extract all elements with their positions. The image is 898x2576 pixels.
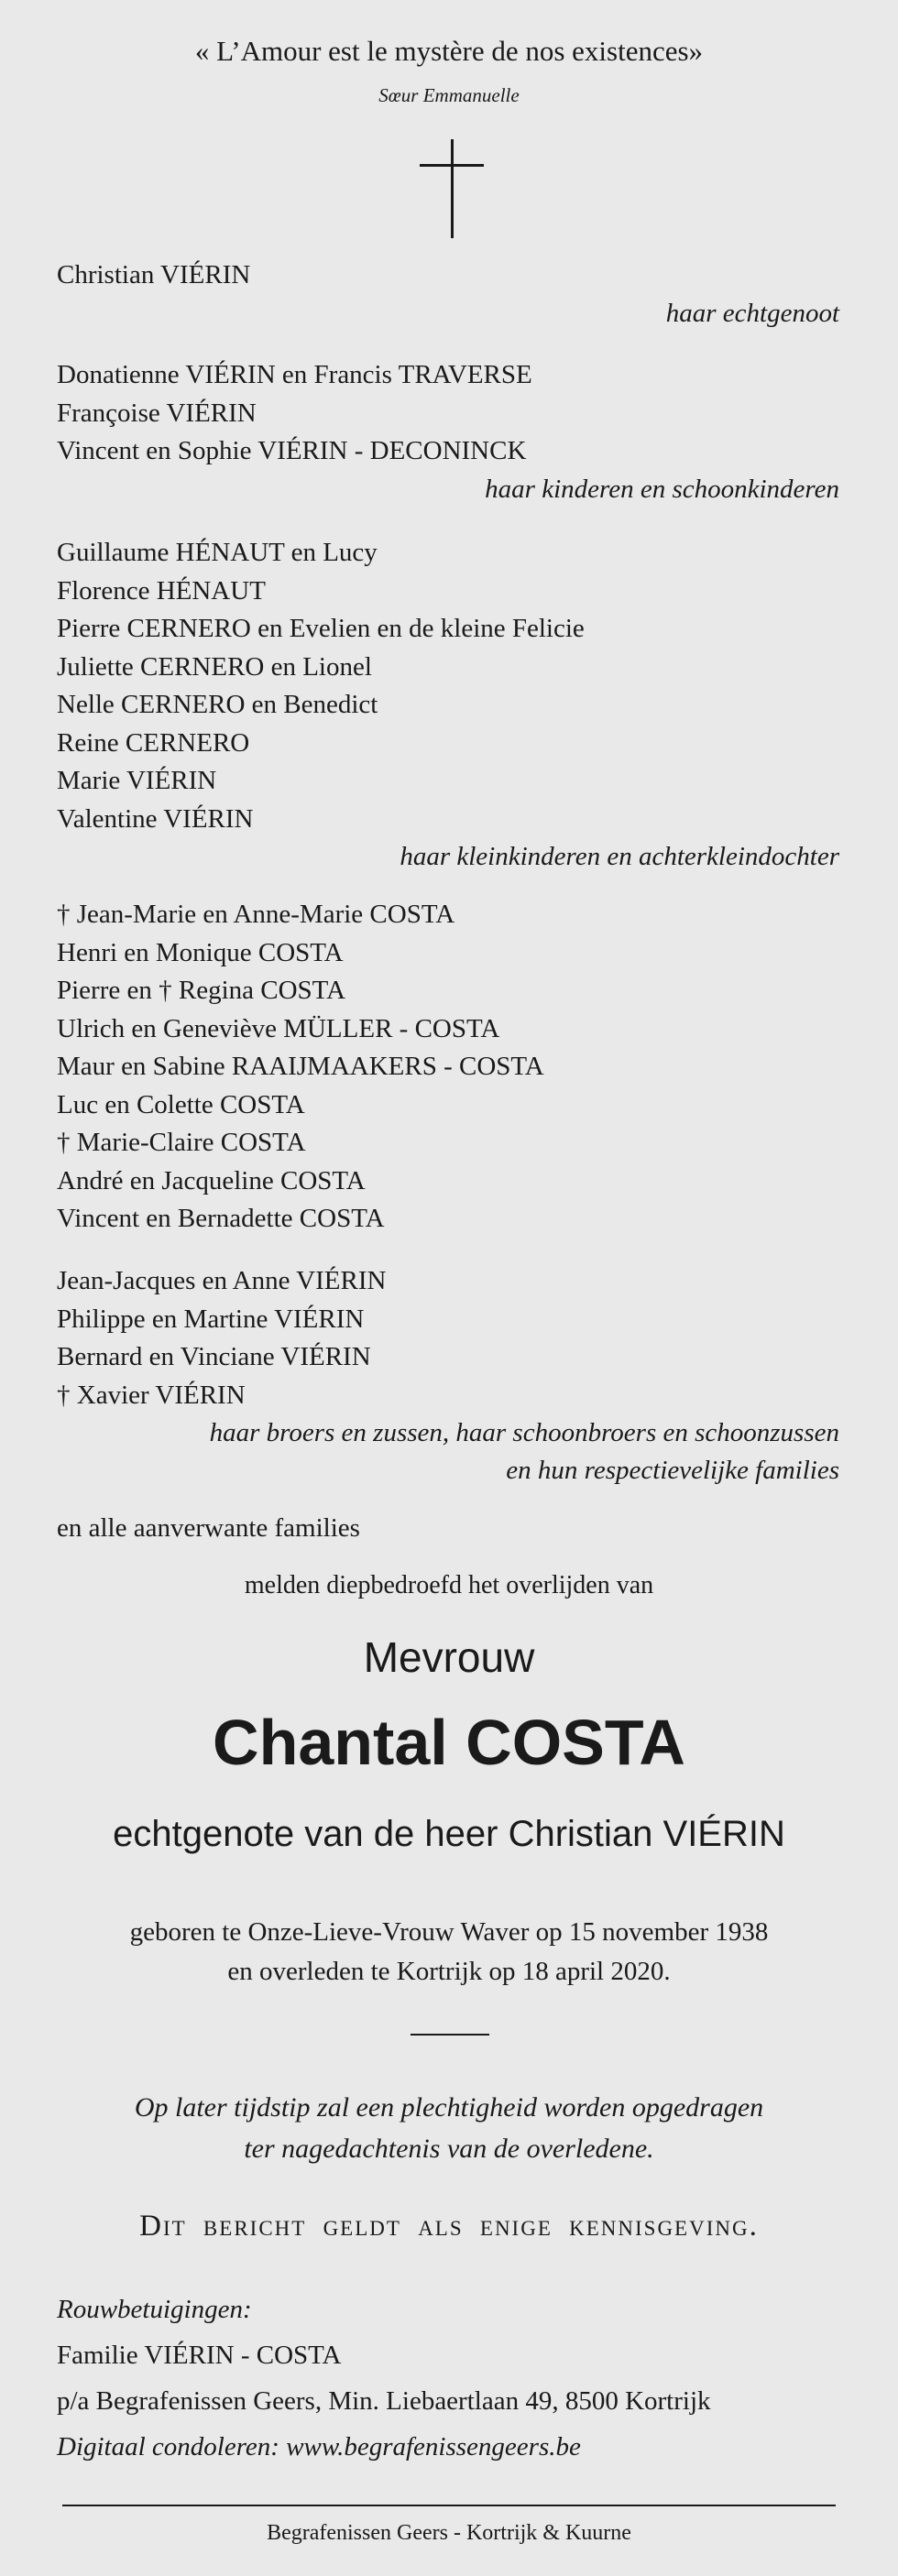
ceremony-line: ter nagedachtenis van de overledene.: [244, 2134, 654, 2164]
family-line: Maur en Sabine RAAIJMAAKERS - COSTA: [57, 1052, 544, 1081]
quote-text: « L’Amour est le mystère de nos existences»: [194, 35, 704, 67]
family-line: † Marie-Claire COSTA: [57, 1128, 306, 1157]
footer-funeral-home: Begrafenissen Geers - Kortrijk & Kuurne: [267, 2521, 631, 2545]
ceremony-line: Op later tijdstip zal een plechtigheid worden opgedragen: [134, 2092, 764, 2123]
family-line: Florence HÉNAUT: [57, 575, 266, 606]
family-line: Luc en Colette COSTA: [57, 1089, 305, 1119]
family-line: Valentine VIÉRIN: [57, 803, 254, 834]
family-line: Guillaume HÉNAUT en Lucy: [57, 538, 378, 567]
family-line: Jean-Jacques en Anne VIÉRIN: [57, 1266, 387, 1295]
family-line: Marie VIÉRIN: [57, 766, 217, 795]
family-group-spouse: [57, 257, 839, 333]
family-line: Vincent en Bernadette COSTA: [57, 1204, 385, 1233]
deceased-spouse-line: echtgenote van de heer Christian VIÉRIN: [113, 1814, 785, 1854]
family-line: Vincent en Sophie VIÉRIN - DECONINCK: [57, 436, 527, 465]
family-line: Ulrich en Geneviève MÜLLER - COSTA: [57, 1013, 500, 1043]
condolence-address: p/a Begrafenissen Geers, Min. Liebaertlaan 49, 8500 Kortrijk: [57, 2386, 711, 2416]
deceased-name: Chantal COSTA: [213, 1707, 685, 1778]
family-line: en alle aanverwante families: [57, 1513, 360, 1543]
family-group-grandchildren: [57, 534, 839, 876]
family-group-costa-siblings: [57, 896, 839, 1239]
family-role: haar kleinkinderen en achterkleindochter: [400, 842, 839, 871]
family-line: † Xavier VIÉRIN: [57, 1380, 246, 1410]
family-role: en hun respectievelijke families: [506, 1456, 839, 1485]
condolence-contact: [57, 2287, 845, 2470]
death-line: en overleden te Kortrijk op 18 april 2020.: [227, 1957, 671, 1986]
latin-cross-icon: [420, 139, 484, 238]
ceremony-text: [0, 2087, 898, 2169]
family-line: Pierre en † Regina COSTA: [57, 976, 346, 1005]
quote-author: Sœur Emmanuelle: [378, 84, 520, 106]
family-group-other: [57, 1510, 839, 1548]
deceased-title: Mevrouw: [363, 1633, 535, 1681]
divider: [411, 2034, 489, 2036]
family-group-children: [57, 356, 839, 508]
family-line: Bernard en Vinciane VIÉRIN: [57, 1342, 371, 1371]
family-line: Philippe en Martine VIÉRIN: [57, 1304, 365, 1334]
family-line: Reine CERNERO: [57, 727, 250, 758]
condolence-heading: Rouwbetuigingen:: [57, 2295, 252, 2324]
condolence-online: Digitaal condoleren: www.begrafenissengeers.be: [57, 2432, 581, 2461]
family-role: haar kinderen en schoonkinderen: [485, 474, 839, 504]
family-line: Christian VIÉRIN: [57, 260, 251, 289]
family-line: André en Jacqueline COSTA: [57, 1165, 366, 1195]
family-line: Pierre CERNERO en Evelien en de kleine Felicie: [57, 614, 585, 643]
cross-horizontal-bar: [420, 164, 484, 167]
condolence-family: Familie VIÉRIN - COSTA: [57, 2341, 342, 2370]
family-role: haar echtgenoot: [665, 298, 839, 328]
family-group-vierin-siblings: [57, 1262, 839, 1490]
family-role: haar broers en zussen, haar schoonbroers en schoonzussen: [209, 1418, 839, 1447]
family-line: Henri en Monique COSTA: [57, 937, 344, 967]
family-line: † Jean-Marie en Anne-Marie COSTA: [57, 900, 455, 929]
family-line: Françoise VIÉRIN: [57, 398, 257, 428]
notice-text: Dit bericht geldt als enige kennisgeving.: [139, 2210, 759, 2243]
family-line: Donatienne VIÉRIN en Francis TRAVERSE: [57, 360, 532, 389]
announcement: melden diepbedroefd het overlijden van: [244, 1571, 654, 1599]
birth-line: geboren te Onze-Lieve-Vrouw Waver op 15 november 1938: [129, 1917, 769, 1947]
footer-rule: [62, 2505, 836, 2506]
family-line: Juliette CERNERO en Lionel: [57, 651, 372, 682]
life-dates: [0, 1913, 898, 1992]
cross-vertical-bar: [451, 139, 454, 238]
family-line: Nelle CERNERO en Benedict: [57, 690, 378, 719]
